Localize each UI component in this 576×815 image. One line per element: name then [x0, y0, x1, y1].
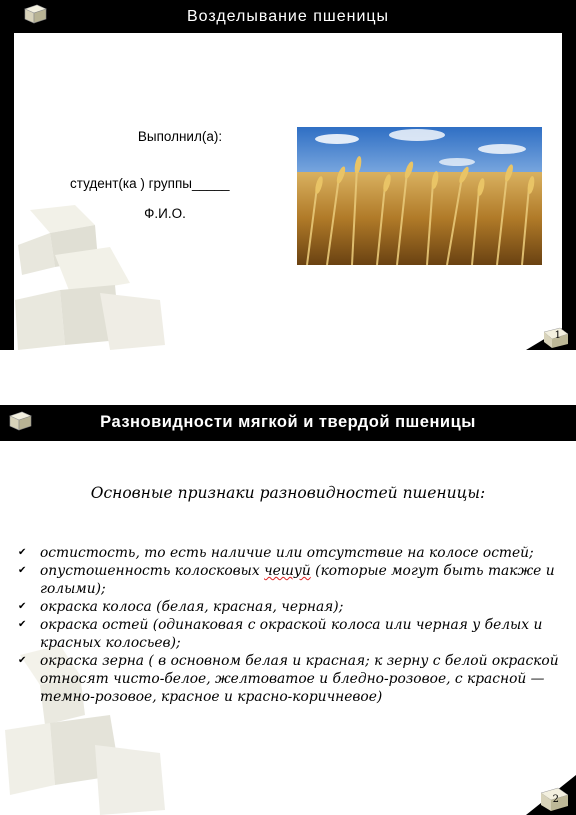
name-placeholder: Ф.И.О.	[144, 206, 186, 221]
list-item: ✔ остистость, то есть наличие или отсутствие на колосе остей;	[18, 545, 534, 561]
list-item: ✔ окраска остей (одинаковая с окраской колоса или черная у белых и красных колосьев);	[18, 617, 543, 651]
checkmark-icon: ✔	[18, 547, 27, 558]
cube-icon	[7, 410, 33, 432]
list-item: ✔ окраска колоса (белая, красная, черная);	[18, 599, 344, 615]
right-border	[562, 0, 576, 350]
page-number: 1	[554, 330, 561, 341]
student-group-label: студент(ка ) группы_____	[70, 176, 230, 191]
title-bar	[0, 0, 576, 33]
slide-subtitle: Основные признаки разновидностей пшеницы:	[90, 484, 486, 502]
slide-1	[0, 0, 576, 350]
decorative-cubes	[0, 205, 175, 350]
cube-icon	[22, 3, 48, 25]
checkmark-icon: ✔	[18, 601, 27, 612]
page-corner	[526, 320, 576, 350]
title-bar	[0, 405, 576, 441]
checkmark-icon: ✔	[18, 655, 27, 666]
checkmark-icon: ✔	[18, 619, 27, 630]
performed-by-label: Выполнил(а):	[137, 129, 223, 144]
page-number: 2	[552, 794, 559, 805]
slide-2	[0, 405, 576, 815]
feature-list	[18, 544, 563, 706]
checkmark-icon: ✔	[18, 565, 27, 576]
list-item: ✔ опустошенность колосковых чешуй (которые могут быть также и голыми);	[18, 563, 555, 597]
slide-title: Разновидности мягкой и твердой пшеницы	[100, 413, 476, 431]
spellcheck-word: чешуй	[264, 563, 311, 579]
slide-title: Возделывание пшеницы	[186, 8, 390, 25]
page-corner	[526, 775, 576, 815]
list-item: ✔ окраска зерна ( в основном белая и красная; к зерну с белой окраской относят чисто-белое, желтоватое и бледно-розовое, с красной — темно-розовое, красное и красно-коричневое)	[18, 653, 559, 705]
wheat-field-photo	[297, 127, 542, 265]
